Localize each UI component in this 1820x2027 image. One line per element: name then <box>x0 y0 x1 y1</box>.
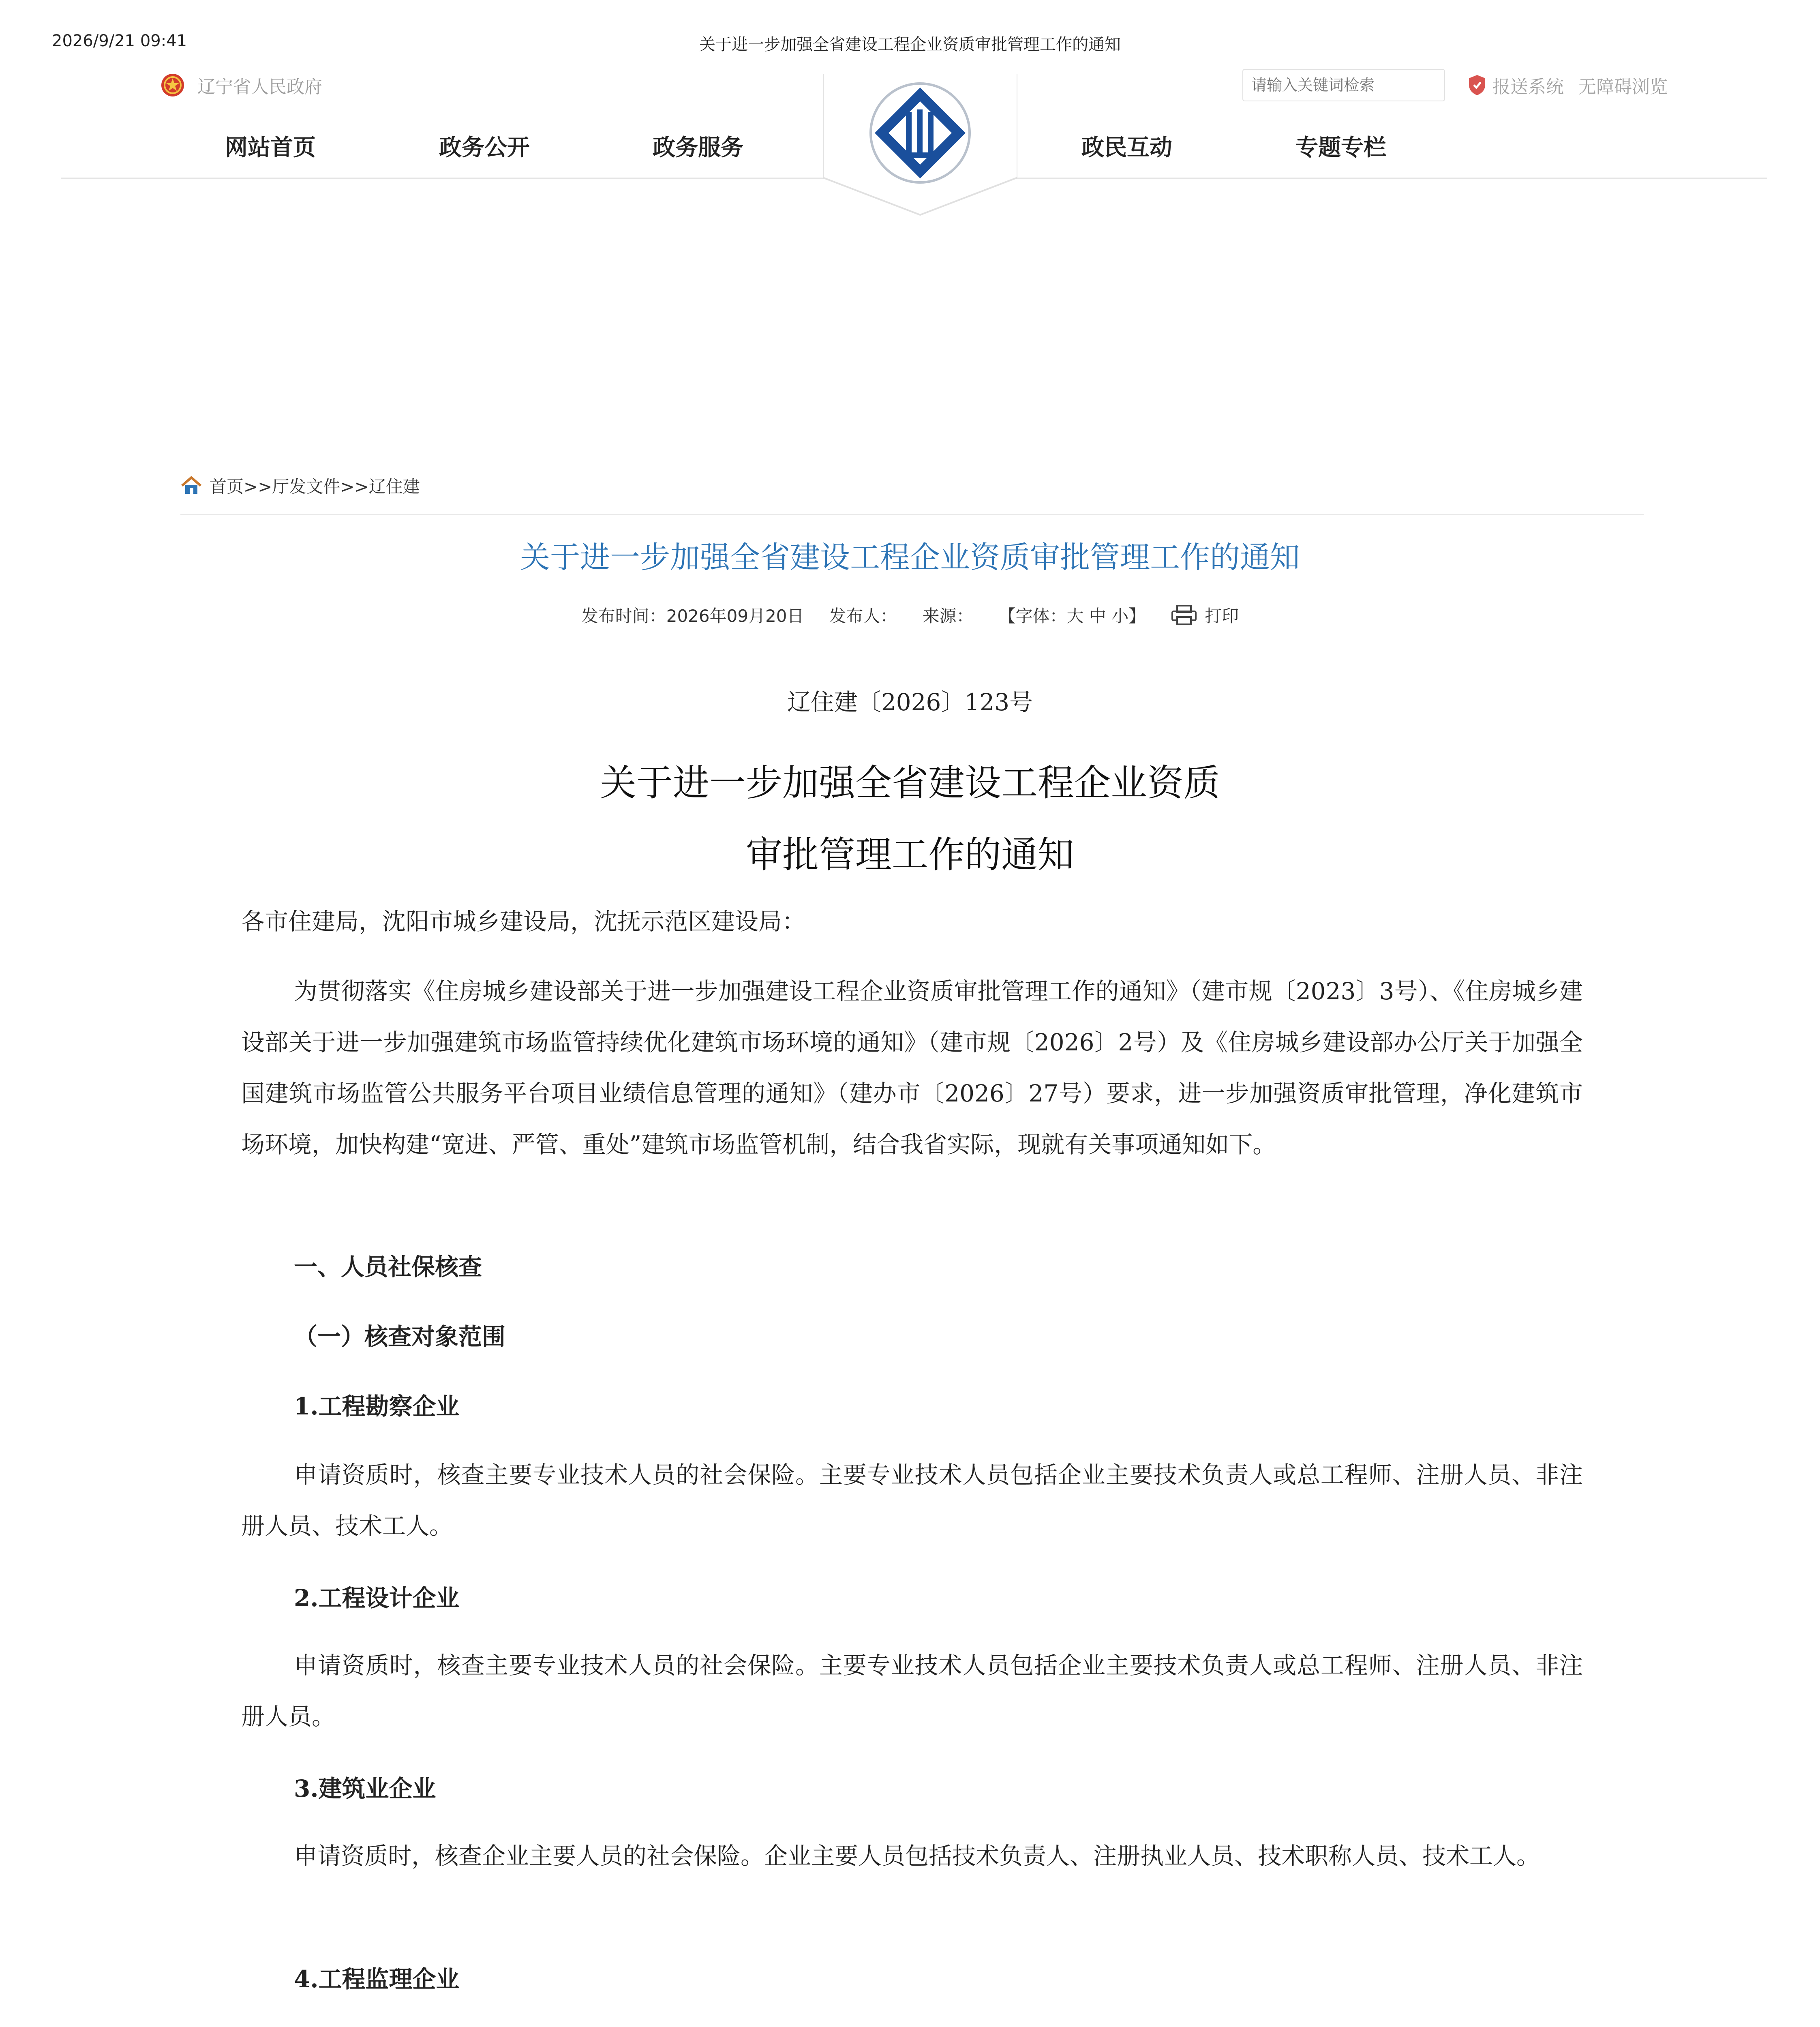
shield-icon <box>1467 74 1487 96</box>
font-size-selector[interactable]: 【字体：大 中 小】 <box>998 606 1146 626</box>
document-number: 辽住建〔2026〕123号 <box>787 688 1033 716</box>
department-logo[interactable] <box>823 72 1017 218</box>
item-4-title: 4.工程监理企业 <box>294 1965 460 1993</box>
search-input[interactable] <box>1242 69 1445 101</box>
item-1-text: 申请资质时，核查主要专业技术人员的社会保险。主要专业技术人员包括企业主要技术负责人或总工程师、注册人员、非注册人员、技术工人。 <box>241 1461 1583 1540</box>
gov-portal-link[interactable] <box>160 72 322 98</box>
print-page-title: 关于进一步加强全省建设工程企业资质审批管理工作的通知 <box>699 35 1121 54</box>
nav-home[interactable]: 网站首页 <box>225 135 316 161</box>
item-3-text: 申请资质时，核查企业主要人员的社会保险。企业主要人员包括技术负责人、注册执业人员、技术职称人员、技术工人。 <box>294 1842 1540 1870</box>
nav-interaction[interactable]: 政民互动 <box>1081 135 1172 161</box>
nav-gov-services[interactable]: 政务服务 <box>653 135 743 161</box>
intro-paragraph: 为贯彻落实《住房城乡建设部关于进一步加强建设工程企业资质审批管理工作的通知》（建市规〔2023〕3号）、《住房城乡建设部关于进一步加强建筑市场监管持续优化建筑市场环境的通知》（建市规〔2026〕2号）及《住房城乡建设部办公厅关于加强全国建筑市场监管公共服务平台项目业绩信息管理的通知》（建办市〔2026〕27号）要求，进一步加强资质审批管理，净化建筑市场环境，加快构建“宽进、严管、重处”建筑市场监管机制，结合我省实际，现就有关事项通知如下。 <box>241 977 1583 1158</box>
gov-portal-label: 辽宁省人民政府 <box>197 77 322 97</box>
print-datetime: 2026/9/21 09:41 <box>52 32 187 50</box>
report-system-link[interactable] <box>1467 72 1564 98</box>
document-title-line-2: 审批管理工作的通知 <box>746 834 1074 876</box>
breadcrumb-path[interactable]: 首页>>厅发文件>>辽住建 <box>210 477 420 497</box>
breadcrumb <box>180 474 420 498</box>
article-title: 关于进一步加强全省建设工程企业资质审批管理工作的通知 <box>520 540 1300 575</box>
item-4-text <box>241 2022 1583 2027</box>
print-button[interactable] <box>1171 603 1239 627</box>
nav-gov-affairs[interactable]: 政务公开 <box>439 135 530 161</box>
subsection-heading-1: （一）核查对象范围 <box>294 1323 506 1350</box>
printer-icon <box>1171 605 1197 625</box>
print-label: 打印 <box>1205 606 1239 626</box>
document-title-line-1: 关于进一步加强全省建设工程企业资质 <box>600 762 1220 804</box>
national-emblem-icon <box>160 73 185 98</box>
section-heading-1: 一、人员社保核查 <box>294 1253 482 1281</box>
publish-time: 发布时间：2026年09月20日 <box>581 606 804 626</box>
item-2-text: 申请资质时，核查主要专业技术人员的社会保险。主要专业技术人员包括企业主要技术负责人或总工程师、注册人员、非注册人员。 <box>241 1652 1583 1730</box>
item-3-title: 3.建筑业企业 <box>294 1775 436 1802</box>
home-icon <box>180 476 202 495</box>
report-system-label: 报送系统 <box>1492 77 1564 97</box>
item-2-title: 2.工程设计企业 <box>294 1584 460 1612</box>
top-tools <box>1467 72 1668 98</box>
source: 来源： <box>922 606 974 626</box>
item-1-title: 1.工程勘察企业 <box>294 1393 460 1420</box>
article-meta <box>0 603 1820 627</box>
nav-special-topics[interactable]: 专题专栏 <box>1295 135 1386 161</box>
addressee: 各市住建局，沈阳市城乡建设局，沈抚示范区建设局： <box>241 908 806 935</box>
accessible-browse-link[interactable]: 无障碍浏览 <box>1578 77 1668 97</box>
breadcrumb-divider <box>180 514 1644 515</box>
publisher: 发布人： <box>829 606 897 626</box>
